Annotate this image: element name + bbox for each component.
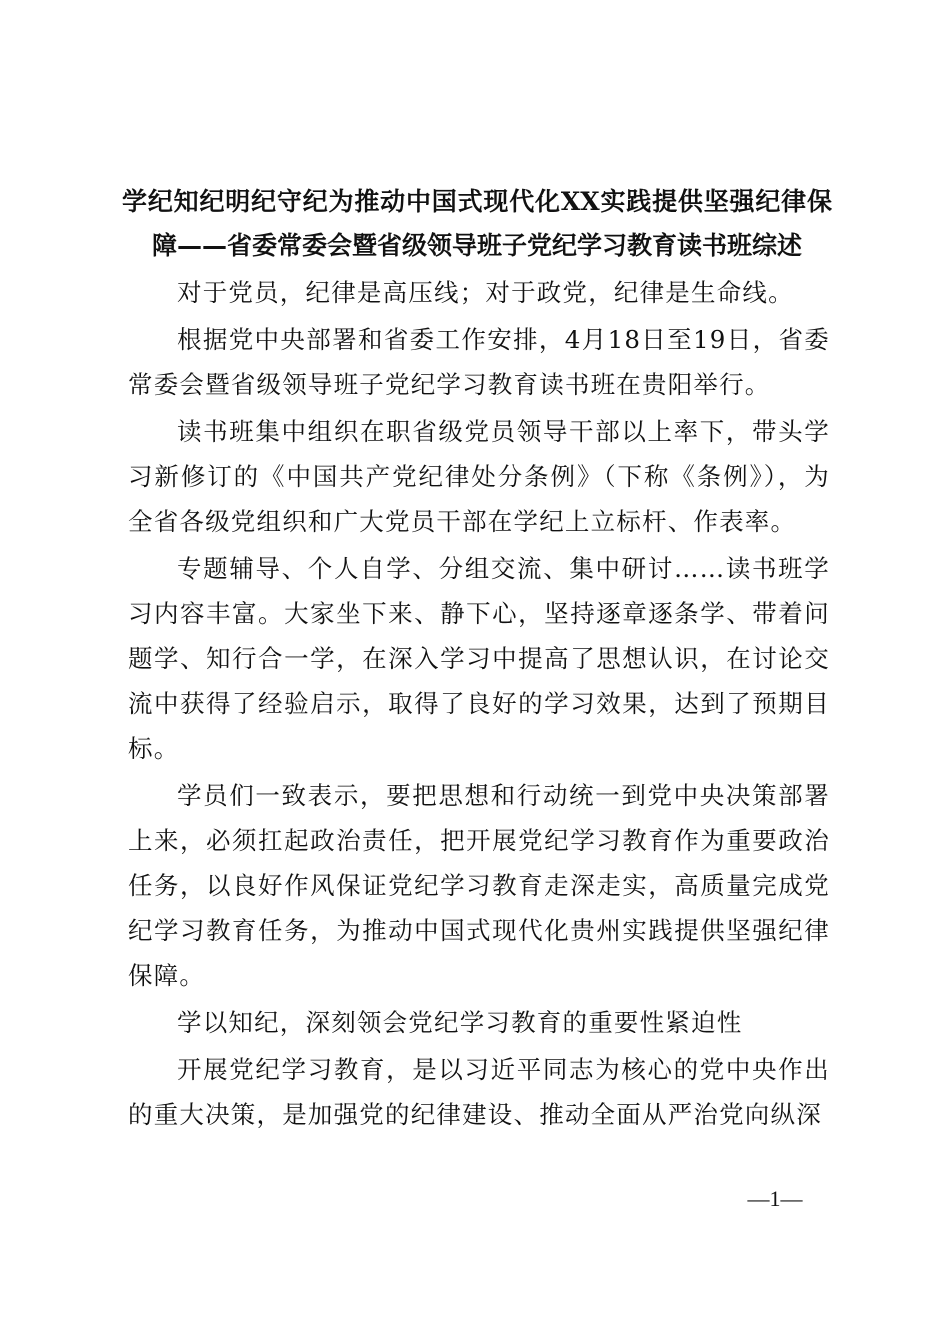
paragraph: 开展党纪学习教育，是以习近平同志为核心的党中央作出的重大决策，是加强党的纪律建设、推动全面从严治党向纵深	[128, 1055, 830, 1129]
paragraph: 学员们一致表示，要把思想和行动统一到党中央决策部署上来，必须扛起政治责任，把开展党纪学习教育作为重要政治任务，以良好作风保证党纪学习教育走深走实，高质量完成党纪学习教育任务，为推动中国式现代化贵州实践提供坚强纪律保障。	[128, 781, 830, 990]
paragraph: 根据党中央部署和省委工作安排，4月18日至19日，省委常委会暨省级领导班子党纪学习教育读书班在贵阳举行。	[128, 325, 830, 399]
paragraph: 读书班集中组织在职省级党员领导干部以上率下，带头学习新修订的《中国共产党纪律处分条例》（下称《条例》），为全省各级党组织和广大党员干部在学纪上立标杆、作表率。	[128, 417, 830, 536]
document-title: 学纪知纪明纪守纪为推动中国式现代化XX实践提供坚强纪律保障——省委常委会暨省级领导班子党纪学习教育读书班综述	[122, 187, 832, 260]
paragraph: 专题辅导、个人自学、分组交流、集中研讨……读书班学习内容丰富。大家坐下来、静下心，坚持逐章逐条学、带着问题学、知行合一学，在深入学习中提高了思想认识，在讨论交流中获得了经验启示，取得了良好的学习效果，达到了预期目标。	[128, 554, 830, 763]
document-body	[128, 270, 830, 1139]
page-number: —1—	[747, 1186, 803, 1211]
section-heading: 学以知纪，深刻领会党纪学习教育的重要性紧迫性	[177, 1008, 743, 1037]
paragraph: 对于党员，纪律是高压线；对于政党，纪律是生命线。	[177, 278, 794, 307]
